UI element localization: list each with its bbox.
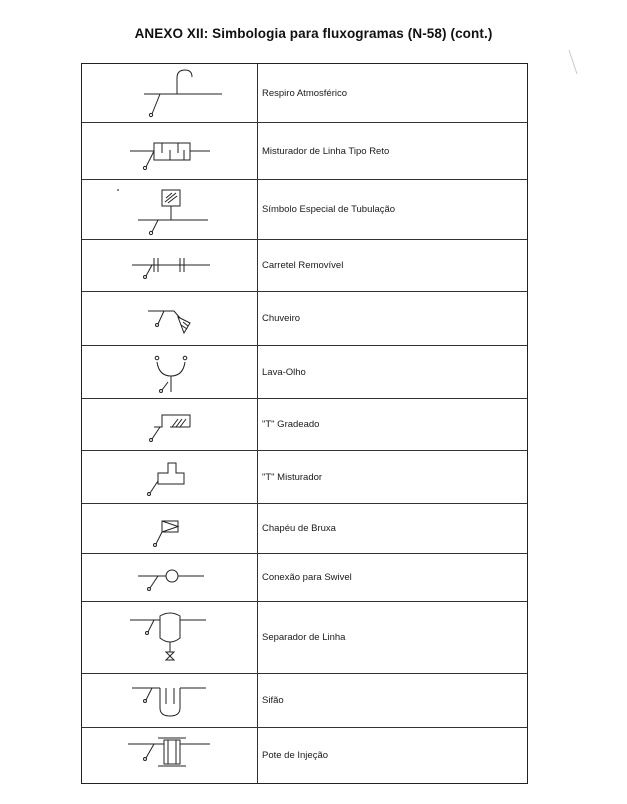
mixing-tee-icon	[82, 451, 258, 504]
removable-spool-icon	[82, 240, 258, 292]
symbol-cell	[82, 292, 258, 345]
symbol-cell	[82, 504, 258, 553]
row-label: "T" Gradeado	[262, 419, 320, 430]
symbol-cell	[82, 240, 258, 291]
grated-tee-icon	[82, 399, 258, 451]
shower-icon	[82, 292, 258, 346]
witch-hat-strainer-icon	[82, 504, 258, 554]
line-separator-icon	[82, 602, 258, 674]
row-label: Chapéu de Bruxa	[262, 523, 336, 534]
table-row	[82, 64, 527, 123]
row-label: Carretel Removível	[262, 260, 344, 271]
row-label: Misturador de Linha Tipo Reto	[262, 145, 390, 157]
table-row	[82, 292, 527, 346]
symbol-cell	[82, 123, 258, 179]
row-label: Conexão para Swivel	[262, 572, 352, 583]
row-label: Separador de Linha	[262, 632, 346, 643]
table-row	[82, 123, 527, 180]
atmospheric-vent-icon	[82, 64, 258, 123]
symbol-cell	[82, 451, 258, 503]
special-piping-symbol-icon	[82, 180, 258, 240]
row-label: "T" Misturador	[262, 471, 323, 483]
page-title: ANEXO XII: Simbologia para fluxogramas (N-58) (cont.)	[134, 26, 493, 41]
row-label: Símbolo Especial de Tubulação	[262, 204, 396, 215]
row-label: Pote de Injeção	[262, 750, 329, 761]
symbol-cell	[82, 346, 258, 398]
symbol-cell	[82, 64, 258, 122]
table-row	[82, 554, 527, 602]
table-row	[82, 240, 527, 292]
table-row	[82, 451, 527, 504]
table-row	[82, 346, 527, 399]
table-row	[82, 504, 527, 554]
table-row	[82, 728, 527, 783]
eyewash-icon	[82, 346, 258, 399]
scan-mark-icon	[567, 48, 579, 76]
symbol-cell	[82, 180, 258, 239]
row-label: Chuveiro	[262, 313, 301, 324]
row-label: Respiro Atmosférico	[262, 87, 348, 99]
table-row	[82, 674, 527, 728]
injection-pot-icon	[82, 728, 258, 783]
table-row	[82, 180, 527, 240]
swivel-connection-icon	[82, 554, 258, 602]
table-row	[82, 602, 527, 674]
symbol-cell	[82, 674, 258, 727]
siphon-icon	[82, 674, 258, 728]
row-label: Lava-Olho	[262, 366, 306, 378]
symbol-table	[81, 63, 528, 784]
symbol-cell	[82, 399, 258, 450]
symbol-cell	[82, 602, 258, 673]
symbol-cell	[82, 554, 258, 601]
symbol-cell	[82, 728, 258, 783]
inline-mixer-icon	[82, 123, 258, 180]
row-label: Sifão	[262, 695, 284, 706]
table-row	[82, 399, 527, 451]
